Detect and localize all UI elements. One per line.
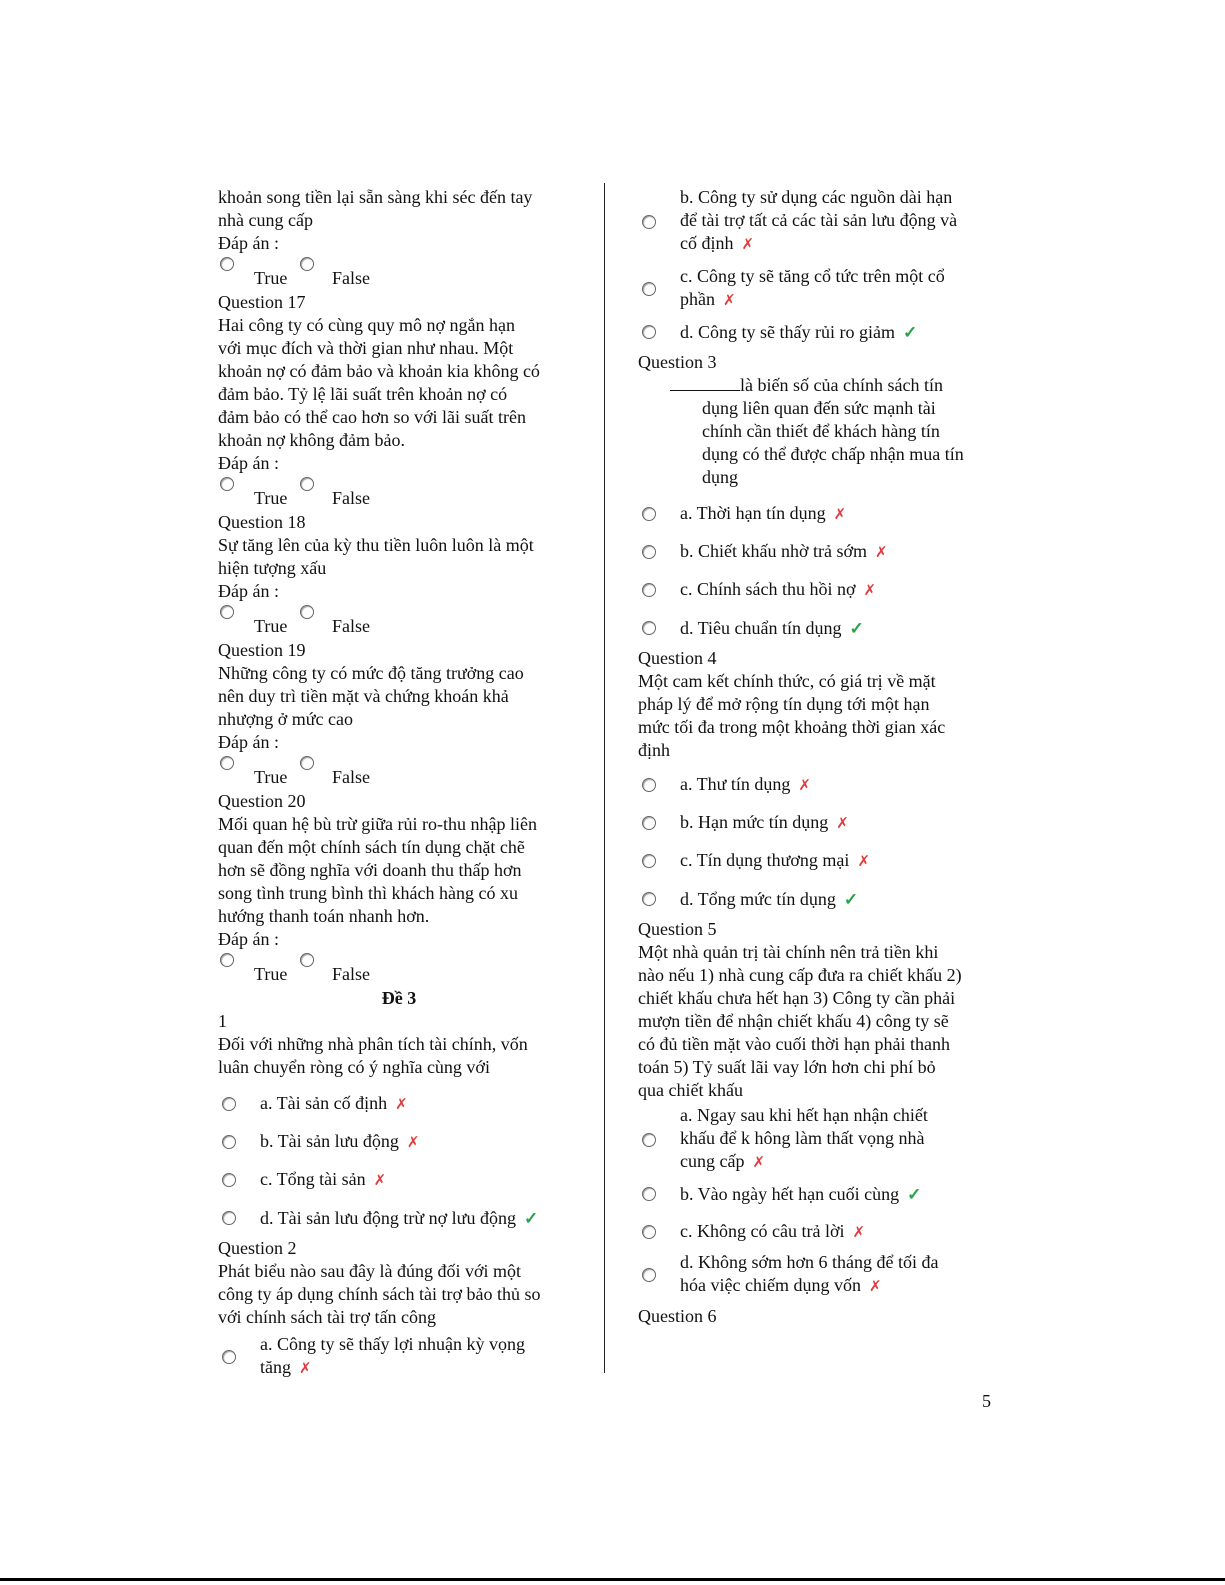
question-line: hiện tượng xấu [218, 558, 327, 578]
false-label: False [332, 964, 370, 984]
question-line: với mục đích và thời gian như nhau. Một [218, 338, 514, 358]
radio-false[interactable] [300, 953, 314, 967]
correct-mark-icon: ✓ [902, 322, 918, 342]
question-line: qua chiết khấu [638, 1080, 743, 1100]
true-label: True [254, 268, 288, 288]
answer-option[interactable] [638, 1251, 1000, 1299]
question-line: đảm bảo có thể cao hơn so với lãi suất trên [218, 407, 526, 427]
question-line: nên duy trì tiền mặt và chứng khoán khả [218, 686, 509, 706]
text-line: nhà cung cấp [218, 210, 313, 230]
radio-button[interactable] [642, 892, 656, 906]
option-text: a. Ngay sau khi hết hạn nhận chiết [680, 1105, 928, 1125]
column-divider [604, 183, 605, 1373]
page-number: 5 [982, 1391, 991, 1411]
question-line: dụng [702, 467, 738, 487]
answer-option[interactable] [638, 766, 1000, 804]
answer-option[interactable] [638, 313, 1000, 351]
question-title: Question 17 [218, 292, 306, 312]
wrong-mark-icon: ✗ [299, 1361, 312, 1377]
false-label: False [332, 767, 370, 787]
question-title: Question 18 [218, 512, 306, 532]
question-title: Question 4 [638, 648, 717, 668]
question-line: song tình trung bình thì khách hàng có xu [218, 883, 518, 903]
option-text: b. Hạn mức tín dụng [680, 811, 829, 832]
radio-true[interactable] [220, 953, 234, 967]
false-label: False [332, 616, 370, 636]
question-line: công ty áp dụng chính sách tài trợ bảo thủ so [218, 1284, 541, 1304]
radio-button[interactable] [222, 1350, 236, 1364]
question-line: pháp lý để mở rộng tín dụng tới một hạn [638, 694, 930, 714]
question-line: chính cần thiết để khách hàng tín [702, 421, 940, 441]
answer-option[interactable] [638, 804, 1000, 842]
true-label: True [254, 964, 288, 984]
radio-true[interactable] [220, 257, 234, 271]
question-line: Hai công ty có cùng quy mô nợ ngắn hạn [218, 315, 515, 335]
correct-mark-icon: ✓ [843, 889, 859, 909]
radio-button[interactable] [642, 583, 656, 597]
answer-option[interactable] [638, 1175, 1000, 1213]
question-line: Một nhà quản trị tài chính nên trả tiền khi [638, 942, 939, 962]
question-line: quan đến một chính sách tín dụng chặt chẽ [218, 837, 525, 857]
question-line: dụng liên quan đến sức mạnh tài [702, 398, 936, 418]
radio-button[interactable] [642, 1133, 656, 1147]
radio-button[interactable] [642, 816, 656, 830]
option-text: b. Công ty sử dụng các nguồn dài hạn [680, 187, 953, 207]
question-line: đảm bảo. Tỷ lệ lãi suất trên khoản nợ có [218, 384, 508, 404]
answer-option[interactable] [638, 533, 1000, 571]
question-line: Phát biểu nào sau đây là đúng đối với một [218, 1261, 521, 1281]
correct-mark-icon: ✓ [849, 618, 864, 638]
wrong-mark-icon: ✗ [395, 1096, 408, 1113]
radio-button[interactable] [642, 778, 656, 792]
radio-button[interactable] [642, 545, 656, 559]
radio-button[interactable] [642, 282, 656, 296]
answer-option[interactable] [218, 1085, 580, 1123]
radio-true[interactable] [220, 605, 234, 619]
option-text: a. Thời hạn tín dụng [680, 502, 826, 523]
option-text: khấu để k hông làm thất vọng nhà [680, 1128, 925, 1148]
fill-blank [670, 374, 740, 391]
option-text: c. Chính sách thu hồi nợ [680, 578, 856, 599]
wrong-mark-icon: ✗ [741, 237, 755, 253]
answer-option[interactable] [218, 1123, 580, 1161]
question-title: Question 6 [638, 1306, 717, 1326]
true-label: True [254, 616, 288, 636]
option-text: d. Công ty sẽ thấy rủi ro giảm [680, 321, 895, 342]
question-line: Sự tăng lên của kỳ thu tiền luôn luôn là một [218, 535, 534, 555]
wrong-mark-icon: ✗ [857, 853, 871, 870]
question-line: có đủ tiền mặt vào cuối thời hạn phải thanh [638, 1034, 950, 1054]
radio-button[interactable] [222, 1211, 236, 1225]
answer-label: Đáp án : [218, 233, 279, 253]
option-text: d. Tiêu chuẩn tín dụng [680, 617, 842, 638]
question-title: Question 5 [638, 919, 717, 939]
true-label: True [254, 767, 288, 787]
answer-option[interactable] [638, 265, 1000, 313]
question-line: chiết khấu chưa hết hạn 3) Công ty cần phải [638, 988, 956, 1008]
wrong-mark-icon: ✗ [833, 506, 847, 523]
right-column [638, 186, 1000, 1328]
radio-true[interactable] [220, 477, 234, 491]
wrong-mark-icon: ✗ [868, 1279, 882, 1295]
question-line: định [638, 740, 671, 760]
answer-option[interactable] [638, 842, 1000, 880]
option-text: phần [680, 289, 715, 309]
question-title: Question 19 [218, 640, 306, 660]
answer-label: Đáp án : [218, 929, 279, 949]
radio-button[interactable] [642, 621, 656, 635]
true-false-group [218, 951, 580, 987]
option-text: b. Chiết khấu nhờ trả sớm [680, 540, 868, 561]
correct-mark-icon: ✓ [907, 1184, 922, 1204]
option-text: d. Không sớm hơn 6 tháng để tối đa [680, 1252, 939, 1272]
correct-mark-icon: ✓ [523, 1208, 539, 1228]
option-text: b. Tài sản lưu động [260, 1130, 399, 1151]
option-text: c. Tín dụng thương mại [680, 849, 850, 870]
question-title: Question 2 [218, 1238, 297, 1258]
true-label: True [254, 488, 288, 508]
radio-button[interactable] [222, 1135, 236, 1149]
question-line: mức tối đa trong một khoảng thời gian xác [638, 717, 946, 737]
option-text: a. Tài sản cố định [260, 1092, 388, 1113]
radio-button[interactable] [642, 325, 656, 339]
true-false-group [218, 255, 580, 291]
question-line: nhượng ở mức cao [218, 709, 354, 729]
question-line: toán 5) Tỷ suất lãi vay lớn hơn chi phí bỏ [638, 1057, 936, 1077]
question-line: hơn sẽ đồng nghĩa với doanh thu thấp hơn [218, 860, 522, 880]
answer-option[interactable] [638, 880, 1000, 918]
radio-button[interactable] [642, 1268, 656, 1282]
question-line: dụng có thể được chấp nhận mua tín [702, 444, 964, 464]
wrong-mark-icon: ✗ [852, 1224, 866, 1241]
left-column [218, 186, 580, 1381]
question-line: hướng thanh toán nhanh hơn. [218, 906, 430, 926]
answer-label: Đáp án : [218, 453, 279, 473]
question-line: Những công ty có mức độ tăng trưởng cao [218, 663, 524, 683]
option-text: cố định [680, 233, 734, 253]
bottom-border [0, 1578, 1225, 1581]
radio-false[interactable] [300, 257, 314, 271]
option-text: hóa việc chiếm dụng vốn [680, 1275, 861, 1295]
true-false-group [218, 475, 580, 511]
wrong-mark-icon: ✗ [373, 1172, 387, 1189]
radio-button[interactable] [222, 1097, 236, 1111]
radio-button[interactable] [642, 1187, 656, 1201]
option-text: để tài trợ tất cả các tài sản lưu động và [680, 210, 958, 230]
question-line: nào nếu 1) nhà cung cấp đưa ra chiết khấu 2) [638, 965, 962, 985]
radio-false[interactable] [300, 477, 314, 491]
question-line: khoản nợ không đảm bảo. [218, 430, 405, 450]
answer-option[interactable] [218, 1333, 580, 1381]
radio-button[interactable] [642, 854, 656, 868]
answer-option[interactable] [218, 1199, 580, 1237]
wrong-mark-icon: ✗ [406, 1134, 420, 1151]
question-line: là biến số của chính sách tín [740, 375, 943, 395]
question-title: Question 3 [638, 352, 717, 372]
option-text: d. Tổng mức tín dụng [680, 888, 836, 909]
option-text: d. Tài sản lưu động trừ nợ lưu động [260, 1207, 516, 1228]
wrong-mark-icon: ✗ [752, 1155, 766, 1171]
option-text: c. Không có câu trả lời [680, 1220, 845, 1241]
wrong-mark-icon: ✗ [723, 293, 736, 309]
radio-false[interactable] [300, 605, 314, 619]
option-text: a. Thư tín dụng [680, 773, 791, 794]
section-title: Đề 3 [381, 988, 417, 1008]
radio-button[interactable] [222, 1173, 236, 1187]
radio-button[interactable] [642, 507, 656, 521]
answer-option[interactable] [638, 495, 1000, 533]
wrong-mark-icon: ✗ [836, 815, 849, 832]
option-text: b. Vào ngày hết hạn cuối cùng [680, 1183, 900, 1204]
question-line: Một cam kết chính thức, có giá trị về mặt [638, 671, 936, 691]
option-text: c. Tổng tài sản [260, 1168, 366, 1189]
radio-button[interactable] [642, 215, 656, 229]
question-line: mượn tiền để nhận chiết khấu 4) công ty sẽ [638, 1011, 949, 1031]
answer-option[interactable] [638, 609, 1000, 647]
answer-option[interactable] [638, 186, 1000, 257]
false-label: False [332, 488, 370, 508]
option-text: cung cấp [680, 1151, 745, 1171]
question-line: Mối quan hệ bù trừ giữa rủi ro-thu nhập liên [218, 814, 537, 834]
option-text: a. Công ty sẽ thấy lợi nhuận kỳ vọng [260, 1334, 525, 1354]
option-text: tăng [260, 1357, 291, 1377]
radio-true[interactable] [220, 756, 234, 770]
answer-option[interactable] [638, 1213, 1000, 1251]
answer-option[interactable] [638, 1104, 1000, 1175]
option-text: c. Công ty sẽ tăng cổ tức trên một cổ [680, 266, 945, 286]
wrong-mark-icon: ✗ [875, 544, 888, 561]
question-line: khoản nợ có đảm bảo và khoản kia không có [218, 361, 540, 381]
question-line: luân chuyển ròng có ý nghĩa cùng với [218, 1057, 490, 1077]
answer-label: Đáp án : [218, 732, 279, 752]
text-line: khoản song tiền lại sẵn sàng khi séc đến tay [218, 187, 533, 207]
question-line: Đối với những nhà phân tích tài chính, vốn [218, 1034, 528, 1054]
wrong-mark-icon: ✗ [798, 777, 811, 794]
answer-label: Đáp án : [218, 581, 279, 601]
wrong-mark-icon: ✗ [863, 582, 877, 599]
radio-button[interactable] [642, 1225, 656, 1239]
question-title: 1 [218, 1011, 227, 1031]
question-title: Question 20 [218, 791, 306, 811]
true-false-group [218, 754, 580, 790]
false-label: False [332, 268, 370, 288]
radio-false[interactable] [300, 756, 314, 770]
answer-option[interactable] [218, 1161, 580, 1199]
true-false-group [218, 603, 580, 639]
answer-option[interactable] [638, 571, 1000, 609]
question-line: với chính sách tài trợ tấn công [218, 1307, 436, 1327]
